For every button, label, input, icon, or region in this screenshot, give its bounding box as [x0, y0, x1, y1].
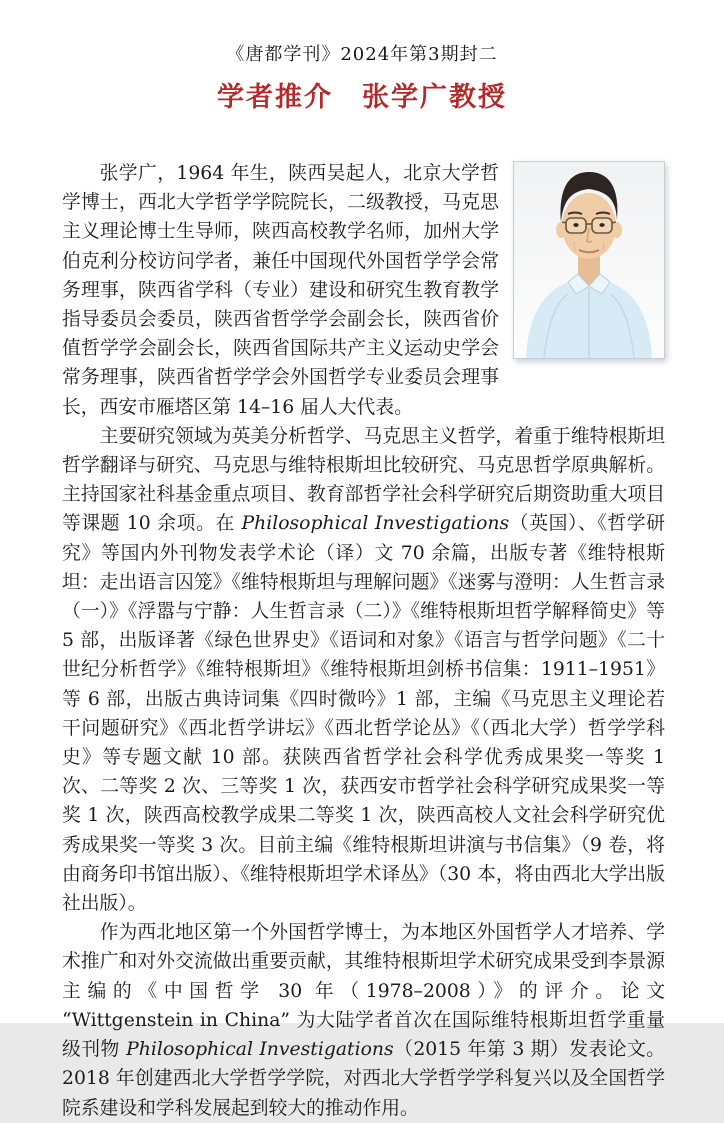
eye-left	[573, 223, 578, 227]
research-achievements-paragraph: 主要研究领域为英美分析哲学、马克思主义哲学，着重于维特根斯坦哲学翻译与研究、马克思与维特根斯坦比较研究、马克思哲学原典解析。主持国家社科基金重点项目、教育部哲学社会科学研究后期资助重大项目等课题 10 余项。在 Philosophical Investigations（英国）、《哲学研究》等国内外刊物发表学术论（译）文 70 余篇，出版专著《维特根斯坦：走出语言囚笼》《维特根斯坦与理解问题》《迷雾与澄明：人生哲言录（一）》《浮嚣与宁静：人生哲言录（二）》《维特根斯坦哲学解释简史》等 5 部，出版译著《绿色世界史》《语词和对象》《语言与哲学问题》《二十世纪分析哲学》《维特根斯坦》《维特根斯坦剑桥书信集：1911–1951》等 6 部，出版古典诗词集《四时微吟》1 部，主编《马克思主义理论若干问题研究》《西北哲学讲坛》《西北哲学论丛》《（西北大学）哲学学科史》等专题文献 10 部。获陕西省哲学社会科学优秀成果奖一等奖 1 次、二等奖 2 次、三等奖 1 次，获西安市哲学社会科学研究成果奖一等奖 1 次，陕西高校教学成果二等奖 1 次，陕西高校人文社会科学研究优秀成果奖一等奖 3 次。目前主编《维特根斯坦讲演与书信集》（9 卷，将由商务印书馆出版）、《维特根斯坦学术译丛》（30 本，将由西北大学出版社出版）。	[62, 425, 665, 915]
portrait-illustration	[514, 162, 664, 358]
bio-paragraph: 张学广，1964 年生，陕西吴起人，北京大学哲学博士，西北大学哲学学院院长，二级教授，马克思主义理论博士生导师，陕西高校教学名师，加州大学伯克利分校访问学者，兼任中国现代外国哲学学会常务理事，陕西省学科（专业）建设和研究生教育教学指导委员会委员，陕西省哲学学会副会长，陕西省价值哲学学会副会长，陕西省国际共产主义运动史学会常务理事，陕西省哲学学会外国哲学专业委员会理事长，西安市雁塔区第 14–16 届人大代表。	[62, 163, 499, 418]
article-body	[62, 159, 665, 1123]
page-title: 学者推介 张学广教授	[217, 82, 507, 113]
eye-right	[599, 223, 604, 227]
contribution-paragraph: 作为西北地区第一个外国哲学博士，为本地区外国哲学人才培养、学术推广和对外交流做出重要贡献，其维特根斯坦学术研究成果受到李景源主编的《中国哲学 30 年（1978–2008）》的评介。论文 “Wittgenstein in China” 为大陆学者首次在国际维特根斯坦哲学重量级刊物 Philosophical Investigations（2015 年第 3 期）发表论文。2018 年创建西北大学哲学学院，对西北大学哲学学科复兴以及全国哲学院系建设和学科发展起到较大的推动作用。	[62, 922, 665, 1119]
journal-issue-line: 《唐都学刊》2024年第3期封二	[226, 44, 498, 65]
professor-photo	[513, 161, 665, 359]
